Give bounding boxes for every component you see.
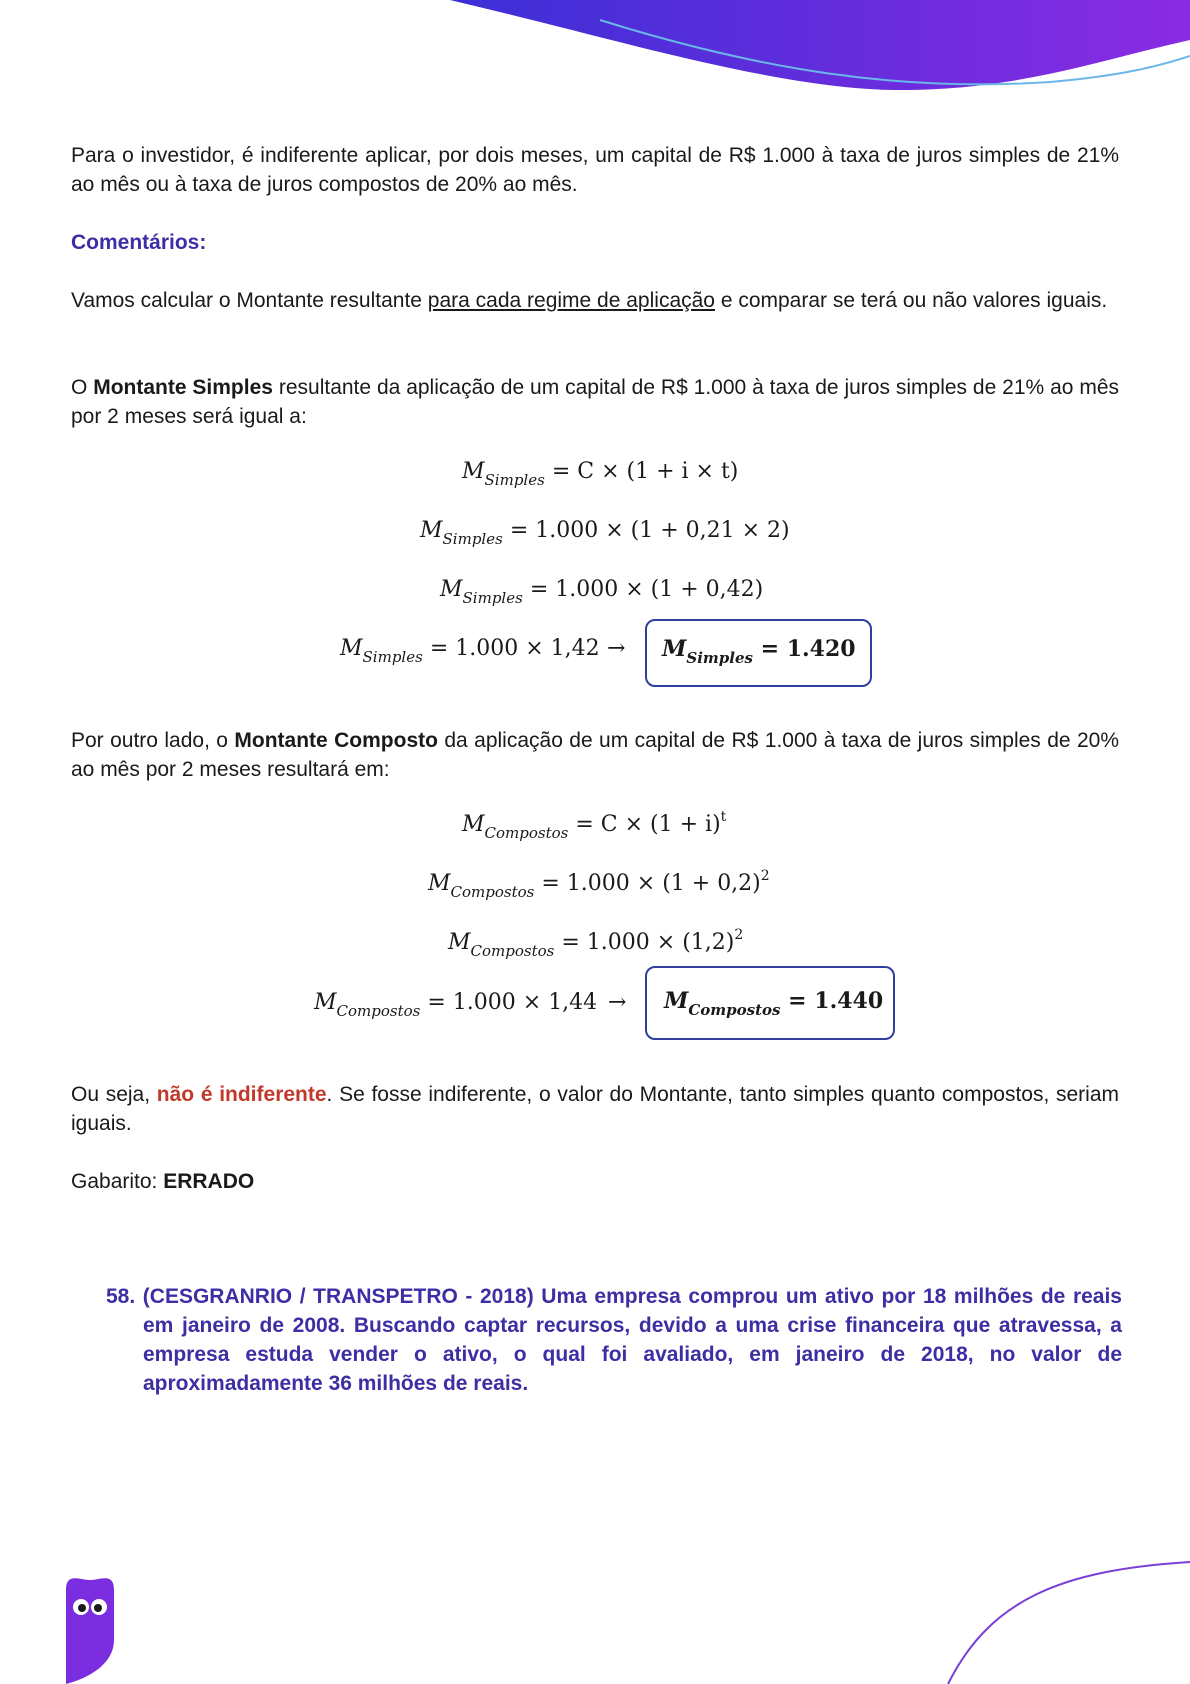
compound-eq-line-3: $M_{Compostos} = 1.000 \times (1,2)^2$ (448, 927, 744, 960)
simple-eq-line-4: $M_{Simples} = 1.000 \times 1,42$ (340, 636, 600, 666)
next-question (106, 1282, 1122, 1398)
owl-logo-icon (66, 1578, 114, 1684)
simple-intro-after: resultante da aplicação de um capital de R$ 1.000 à taxa de juros simples de 21% ao mês por 2 meses será igual a: (71, 376, 1119, 428)
question-number: 58. (106, 1285, 136, 1308)
bottom-arc-decoration (948, 1562, 1190, 1684)
question-text: (CESGRANRIO / TRANSPETRO - 2018) Uma empresa comprou um ativo por 18 milhões de reais em janeiro de 2008. Buscando captar recursos, devido a uma crise financeira que atravessa, a empresa estuda vender o ativo, o qual foi avaliado, em janeiro de 2018, no valor de aproximadamente 36 milhões de reais. (142, 1285, 1122, 1395)
simple-intro-paragraph (71, 373, 1119, 431)
intro-paragraph: Para o investidor, é indiferente aplicar, por dois meses, um capital de R$ 1.000 à taxa de juros simples de 21% ao mês ou à taxa de juros compostos de 20% ao mês. (71, 144, 1119, 196)
conclusion-after: . Se fosse indiferente, o valor do Montante, tanto simples quanto compostos, seriam iguais. (71, 1083, 1120, 1135)
calc-intro-underlined: para cada regime de aplicação (427, 289, 715, 312)
compound-eq-line-1: $M_{Compostos} = C \times (1 + i)^t$ (462, 809, 727, 842)
calc-intro-after: e comparar se terá ou não valores iguais. (714, 289, 1108, 312)
compound-intro-before: Por outro lado, o (71, 729, 235, 752)
conclusion-paragraph (71, 1080, 1119, 1138)
conclusion-highlight: não é indiferente (156, 1083, 327, 1106)
comments-heading: Comentários: (71, 231, 207, 254)
answer-value: ERRADO (163, 1170, 255, 1193)
compound-eq-line-4: $M_{Compostos} = 1.000 \times 1,44$ (314, 990, 598, 1020)
simple-intro-before: O (71, 376, 94, 399)
simple-result: $M_{Simples} = 1.420$ (662, 636, 856, 667)
calc-intro-paragraph (71, 286, 1119, 315)
simple-intro-bold: Montante Simples (93, 376, 273, 399)
simple-eq-line-1: $M_{Simples} = C \times (1 + i \times t)$ (462, 459, 739, 489)
compound-result: $M_{Compostos} = 1.440$ (664, 988, 884, 1019)
simple-eq-line-2: $M_{Simples} = 1.000 \times (1 + 0,21 \times 2)$ (420, 518, 790, 548)
compound-arrow: → (608, 990, 627, 1015)
compound-intro-bold: Montante Composto (234, 729, 438, 752)
compound-intro-after: da aplicação de um capital de R$ 1.000 à taxa de juros simples de 20% ao mês por 2 meses resultará em: (71, 729, 1119, 781)
simple-eq-line-3: $M_{Simples} = 1.000 \times (1 + 0,42)$ (440, 577, 764, 607)
simple-arrow: → (607, 636, 626, 661)
top-wave-decoration (450, 0, 1190, 90)
conclusion-before: Ou seja, (71, 1083, 157, 1106)
answer-line (71, 1167, 1119, 1196)
compound-intro-paragraph (71, 726, 1119, 784)
answer-label: Gabarito: (71, 1170, 164, 1193)
calc-intro-before: Vamos calcular o Montante resultante (71, 289, 428, 312)
compound-eq-line-2: $M_{Compostos} = 1.000 \times (1 + 0,2)^2$ (428, 868, 770, 901)
